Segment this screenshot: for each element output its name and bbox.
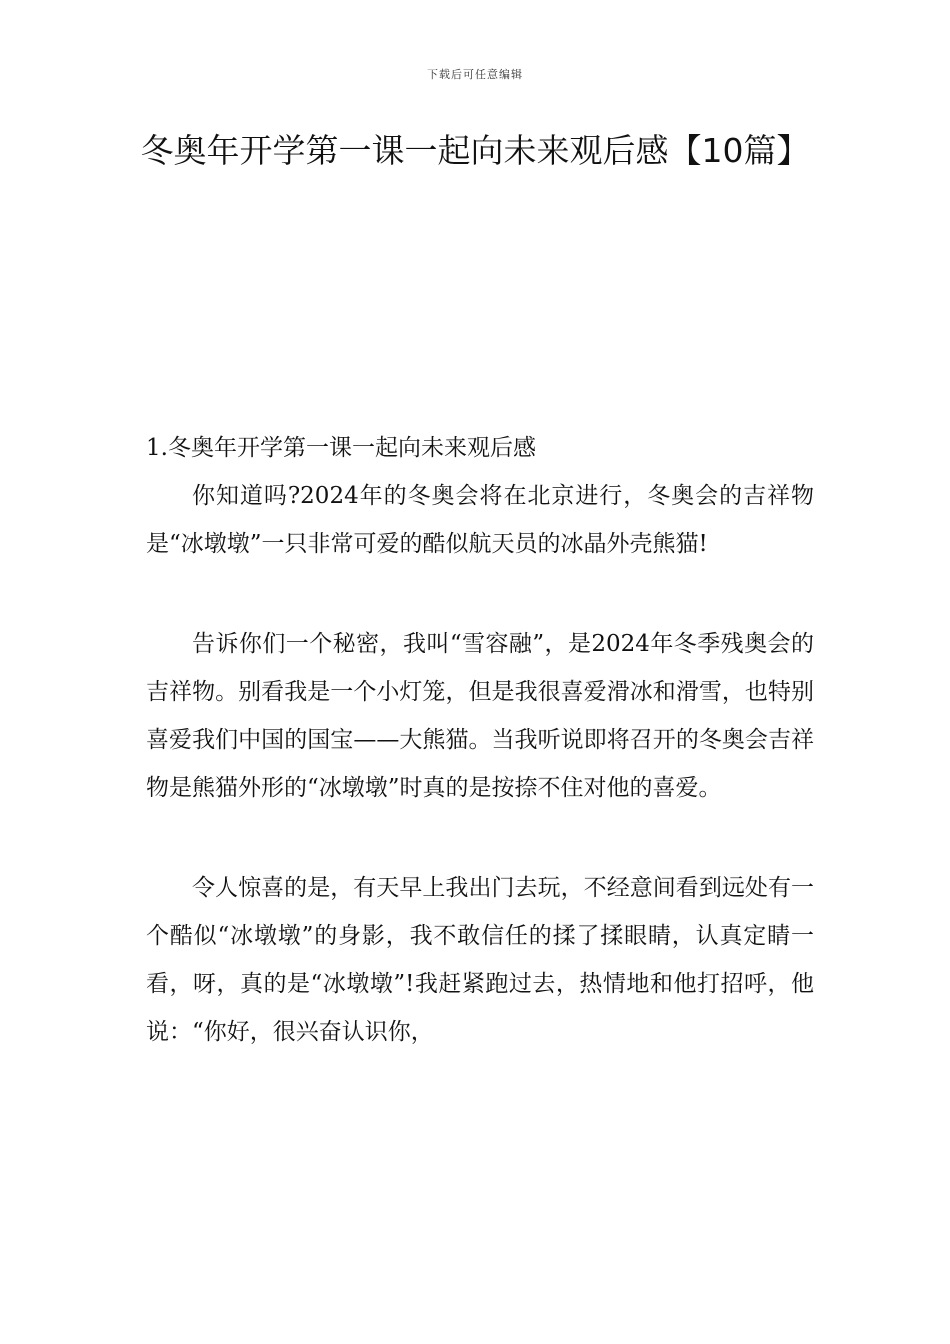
paragraph-2: 告诉你们一个秘密，我叫“雪容融”，是2024年冬季残奥会的吉祥物。别看我是一个小灯笼，但是我很喜爱滑冰和滑雪，也特别喜爱我们中国的国宝——大熊猫。当我听说即将召开的冬奥会吉祥物是熊猫外形的“冰墩墩”时真的是按捺不住对他的喜爱。: [146, 631, 814, 801]
section-heading: 1.冬奥年开学第一课一起向未来观后感: [146, 435, 536, 461]
paragraph-1: 你知道吗?2024年的冬奥会将在北京进行，冬奥会的吉祥物是“冰墩墩”一只非常可爱的酷似航天员的冰晶外壳熊猫!: [146, 483, 814, 557]
paragraph-3: 令人惊喜的是，有天早上我出门去玩，不经意间看到远处有一个酷似“冰墩墩”的身影，我不敢信任的揉了揉眼睛，认真定睛一看，呀，真的是“冰墩墩”!我赶紧跑过去，热情地和他打招呼，他说：“你好，很兴奋认识你，: [146, 875, 814, 1045]
document-body: [146, 424, 814, 1108]
header-note: 下载后可任意编辑: [427, 68, 523, 81]
document-title: 冬奥年开学第一课一起向未来观后感【10篇】: [140, 131, 810, 170]
